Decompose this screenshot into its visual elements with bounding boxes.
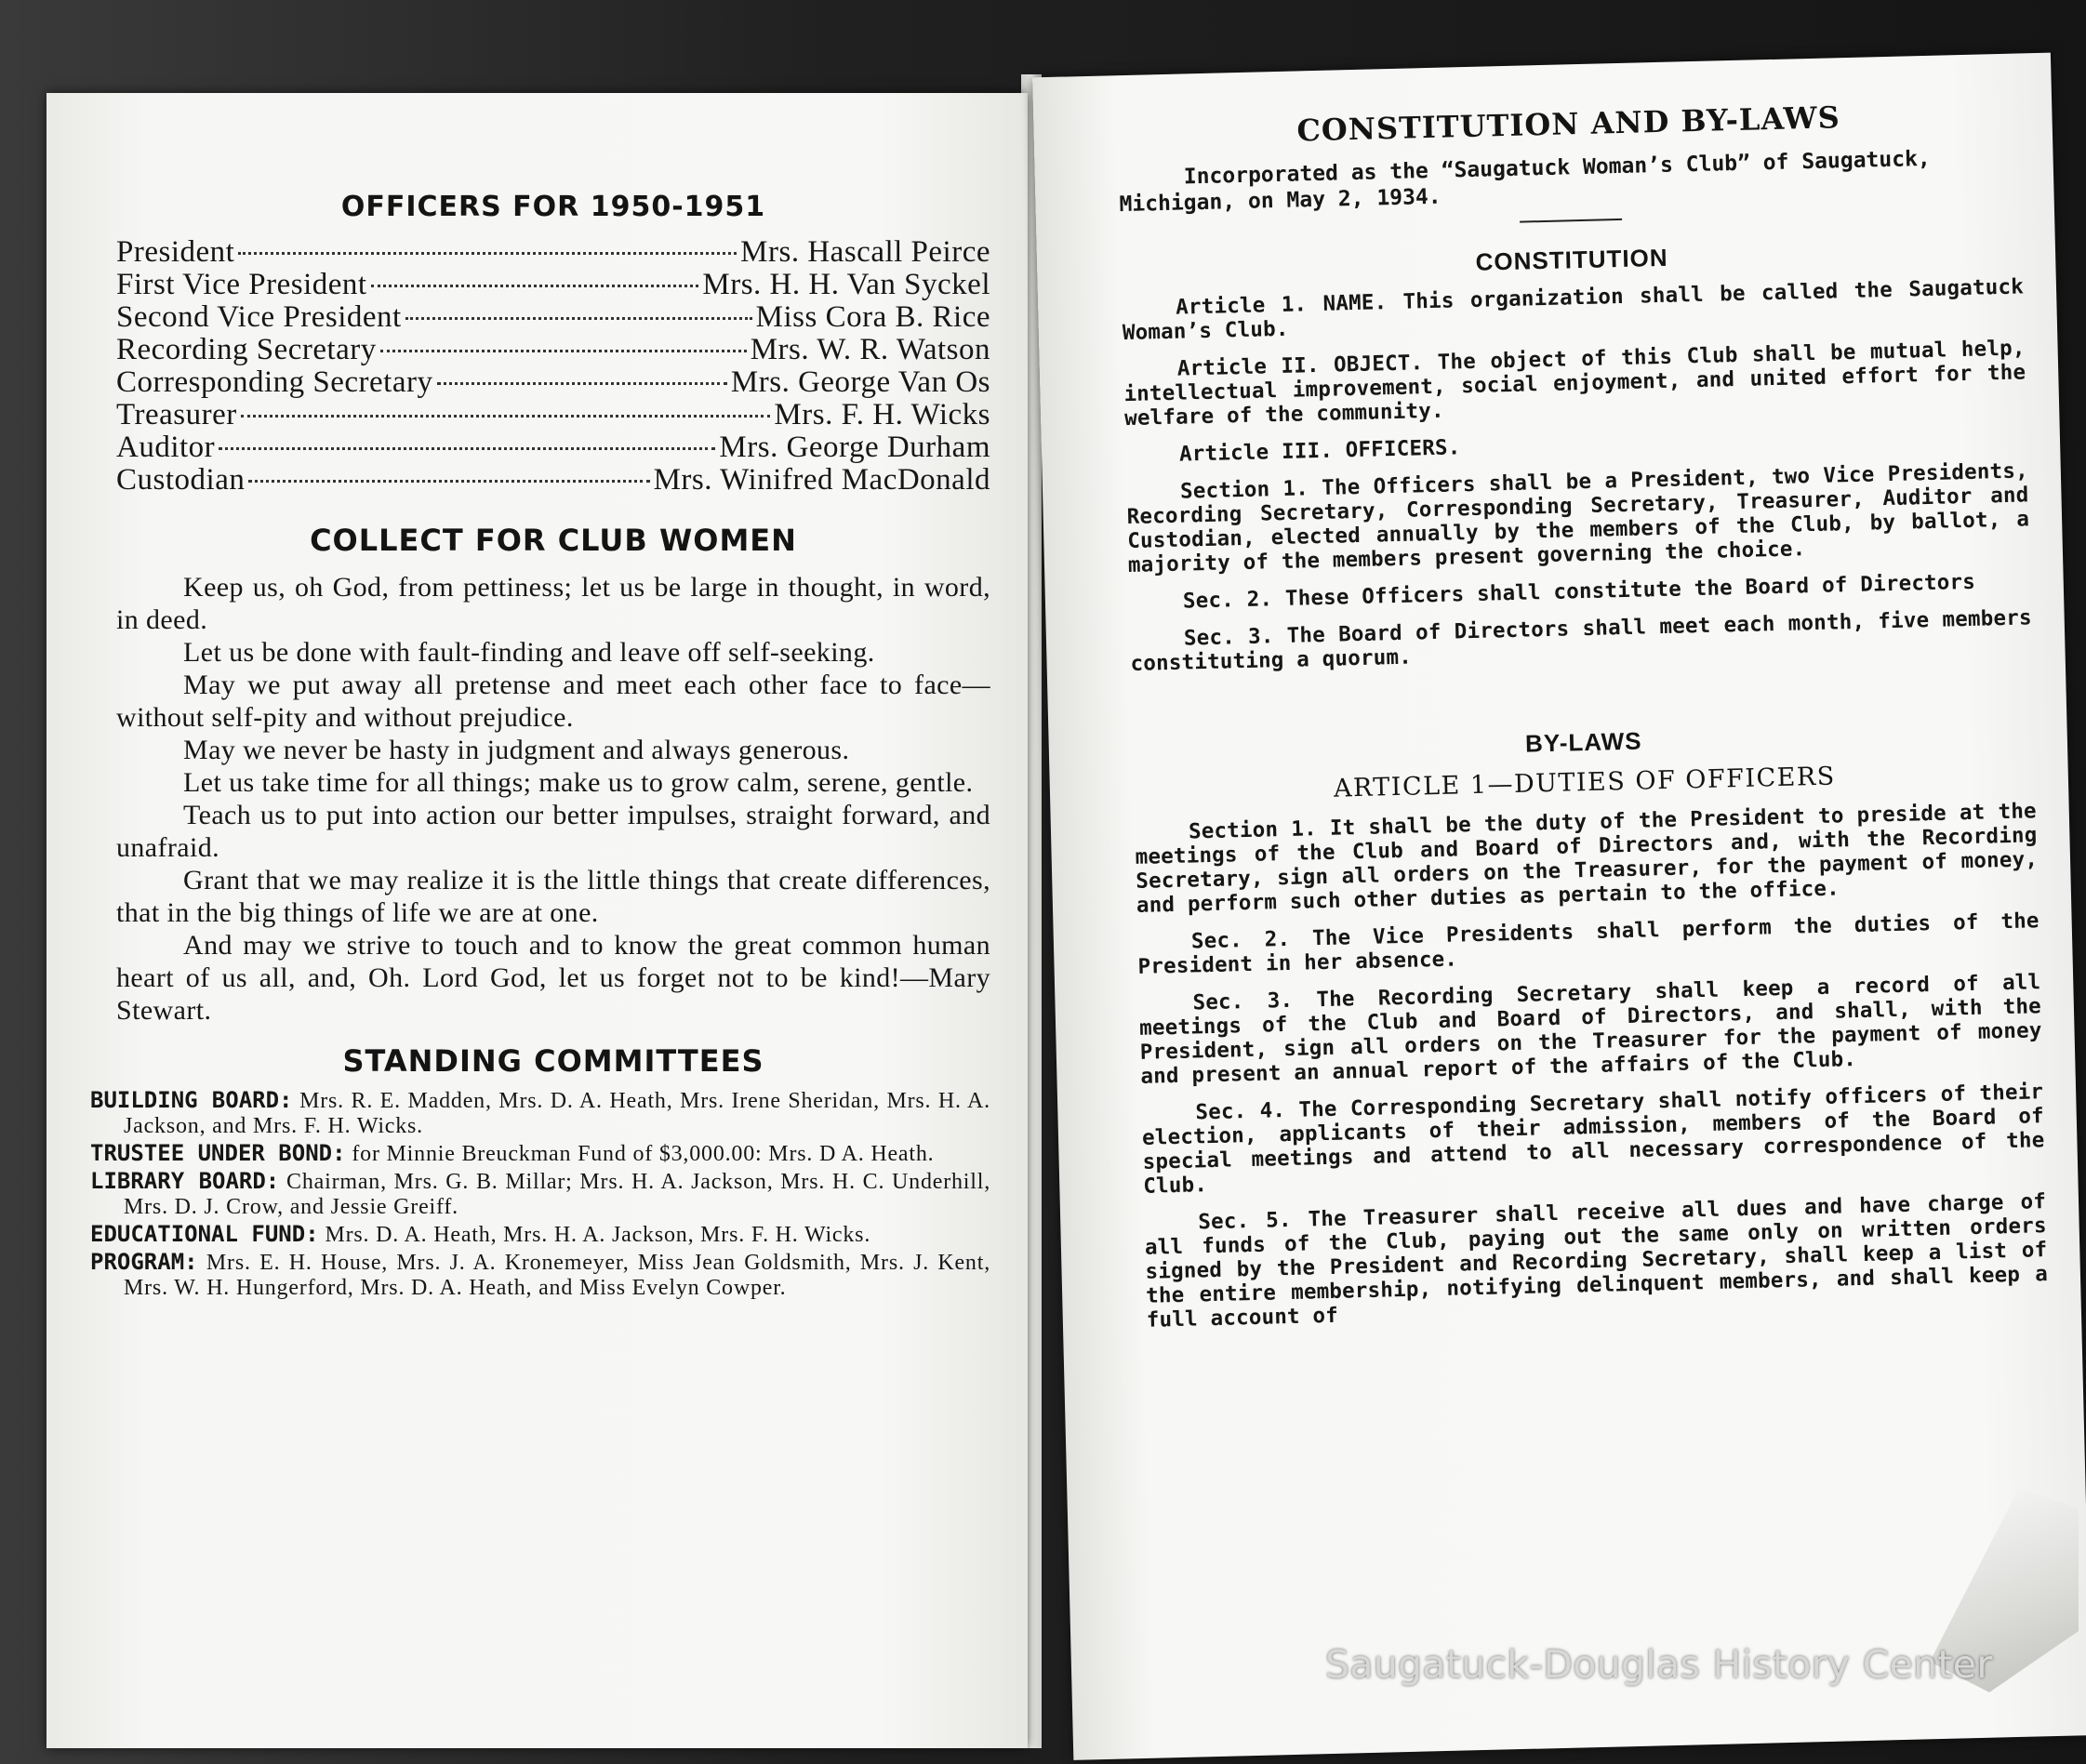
officer-row	[116, 464, 990, 497]
officer-name: Mrs. Hascall Peirce	[740, 235, 990, 269]
article-1-heading: ARTICLE 1—DUTIES OF OFFICERS	[1333, 762, 1837, 803]
divider-rule	[1520, 219, 1622, 223]
officer-row	[116, 399, 990, 431]
officer-name: Mrs. F. H. Wicks	[774, 398, 990, 431]
bylaw-section: Sec. 3. The Recording Secretary shall keep a record of all meetings of the Club and Board of Directors, and shall, with the President, sign all orders on the Treasurer for the payment of money and present an annual report of the affairs of the Club.	[1138, 970, 2042, 1089]
standing-committees-title: STANDING COMMITTEES	[342, 1043, 764, 1079]
watermark: Saugatuck-Douglas History Center	[1325, 1642, 1993, 1687]
committee-entry	[90, 1141, 990, 1167]
dot-leader	[238, 252, 737, 255]
officer-role: Corresponding Secretary	[116, 365, 433, 399]
committee-entry	[90, 1222, 990, 1248]
committee-members: Mrs. D. A. Heath, Mrs. H. A. Jackson, Mrs. F. H. Wicks.	[325, 1223, 871, 1247]
constitution-article: Section 1. The Officers shall be a President, two Vice Presidents, Recording Secretary, Corresponding Secretary, Treasurer, Auditor and Custodian, elected annually by the members of the Club, by ballot, a majority of the members present governing the choice.	[1126, 458, 2030, 578]
officers-list	[116, 236, 990, 497]
constitution-article: Article III. OFFICERS.	[1178, 435, 1461, 467]
committee-name: PROGRAM:	[90, 1249, 198, 1275]
committee-members: Mrs. E. H. House, Mrs. J. A. Kronemeyer, Miss Jean Goldsmith, Mrs. J. Kent, Mrs. W. H. Hungerford, Mrs. D. A. Heath, and Miss Evelyn Cowper.	[124, 1251, 990, 1300]
collect-paragraph: Let us be done with fault-finding and leave off self-seeking.	[183, 637, 875, 668]
committee-members: Mrs. R. E. Madden, Mrs. D. A. Heath, Mrs. Irene Sheridan, Mrs. H. A. Jackson, and Mrs. F. H. Wicks.	[124, 1089, 990, 1138]
incorporation-note: Incorporated as the “Saugatuck Woman’s Club” of Saugatuck, Michigan, on May 2, 1934.	[1119, 146, 1932, 218]
bylaws-heading: BY-LAWS	[1524, 726, 1642, 758]
bylaw-section: Sec. 4. The Corresponding Secretary shall notify officers of their election, applicants of their admission, members of the Board of special meetings and attend to all necessary correspondence of the Club.	[1141, 1080, 2045, 1199]
officers-title: OFFICERS FOR 1950-1951	[340, 191, 766, 223]
officer-role: President	[116, 235, 235, 269]
officer-role: Auditor	[116, 431, 216, 464]
officer-row	[116, 431, 990, 464]
constitution-article: Sec. 3. The Board of Directors shall meet each month, five members constituting a quorum.	[1130, 605, 2032, 676]
committee-members: for Minnie Breuckman Fund of $3,000.00: Mrs. D A. Heath.	[352, 1142, 935, 1166]
collect-prayer	[116, 571, 990, 1027]
officer-role: First Vice President	[116, 268, 367, 301]
officer-row	[116, 301, 990, 334]
constitution-article: Sec. 2. These Officers shall constitute the Board of Directors	[1182, 569, 1976, 614]
committee-entry	[90, 1250, 990, 1301]
dot-leader	[241, 415, 771, 418]
bylaw-section: Sec. 2. The Vice Presidents shall perform the duties of the President in her absence.	[1137, 909, 2039, 979]
bylaw-section: Sec. 5. The Treasurer shall receive all dues and have charge of all funds of the Club, paying out the same only on written orders signed by the President and Recording Secretary, shall keep a list of the entire membership, notifying delinquent members, and shall keep a full account of	[1144, 1189, 2049, 1333]
collect-title: COLLECT FOR CLUB WOMEN	[310, 523, 797, 558]
committees-list	[90, 1088, 990, 1301]
constitution-article: Article 1. NAME. This organization shall be called the Saugatuck Woman’s Club.	[1122, 274, 2025, 346]
committee-name: TRUSTEE UNDER BOND:	[90, 1140, 346, 1166]
collect-paragraph: Keep us, oh God, from pettiness; let us be large in thought, in word, in deed.	[116, 572, 990, 635]
collect-paragraph: May we never be hasty in judgment and always generous.	[183, 735, 850, 765]
dot-leader	[248, 480, 649, 483]
constitution-bylaws-title: CONSTITUTION AND BY-LAWS	[1295, 99, 1841, 149]
right-page	[1032, 53, 2086, 1760]
left-page	[47, 93, 1028, 1748]
collect-paragraph: May we put away all pretense and meet each other face to face—without self-pity and without prejudice.	[116, 670, 990, 733]
officer-role: Second Vice President	[116, 300, 402, 334]
collect-paragraph: Let us take time for all things; make us to grow calm, serene, gentle.	[183, 767, 974, 798]
officer-row	[116, 334, 990, 366]
dot-leader	[371, 285, 699, 287]
dot-leader	[437, 382, 727, 385]
committee-entry	[90, 1169, 990, 1220]
constitution-article: Article II. OBJECT. The object of this Club shall be mutual help, intellectual improvement, social enjoyment, and united effort for the welfare of the community.	[1123, 336, 2026, 431]
committee-name: EDUCATIONAL FUND:	[90, 1221, 319, 1247]
officer-name: Mrs. Winifred MacDonald	[653, 463, 990, 497]
bylaw-section: Section 1. It shall be the duty of the President to preside at the meetings of the Club and Board of Directors and, with the Recording Secretary, sign all orders on the Treasurer, for the payment of money, and perform such other duties as pertain to the office.	[1135, 799, 2039, 918]
committee-members: Chairman, Mrs. G. B. Millar; Mrs. H. A. Jackson, Mrs. H. C. Underhill, Mrs. D. J. Crow, and Jessie Greiff.	[124, 1170, 990, 1219]
officer-role: Custodian	[116, 463, 246, 497]
officer-name: Mrs. George Van Os	[730, 365, 990, 399]
officer-row	[116, 366, 990, 399]
officer-name: Mrs. W. R. Watson	[750, 333, 990, 366]
committee-name: BUILDING BOARD:	[90, 1087, 293, 1113]
officer-role: Treasurer	[116, 398, 237, 431]
committee-entry	[90, 1088, 990, 1139]
collect-paragraph: Grant that we may realize it is the little things that create differences, that in the big things of life we are at one.	[116, 865, 990, 928]
constitution-heading: CONSTITUTION	[1475, 243, 1668, 276]
dot-leader	[219, 447, 715, 450]
committee-name: LIBRARY BOARD:	[90, 1168, 280, 1194]
officer-name: Mrs. George Durham	[719, 431, 990, 464]
officer-name: Miss Cora B. Rice	[755, 300, 990, 334]
officer-role: Recording Secretary	[116, 333, 377, 366]
collect-paragraph: Teach us to put into action our better impulses, straight forward, and unafraid.	[116, 800, 990, 863]
officer-name: Mrs. H. H. Van Syckel	[702, 268, 990, 301]
collect-paragraph: And may we strive to touch and to know the great common human heart of us all, and, Oh. Lord God, let us forget not to be kind!—Mary Stewart.	[116, 930, 990, 1026]
officer-row	[116, 269, 990, 301]
dot-leader	[380, 350, 747, 352]
dot-leader	[405, 317, 752, 320]
officer-row	[116, 236, 990, 269]
